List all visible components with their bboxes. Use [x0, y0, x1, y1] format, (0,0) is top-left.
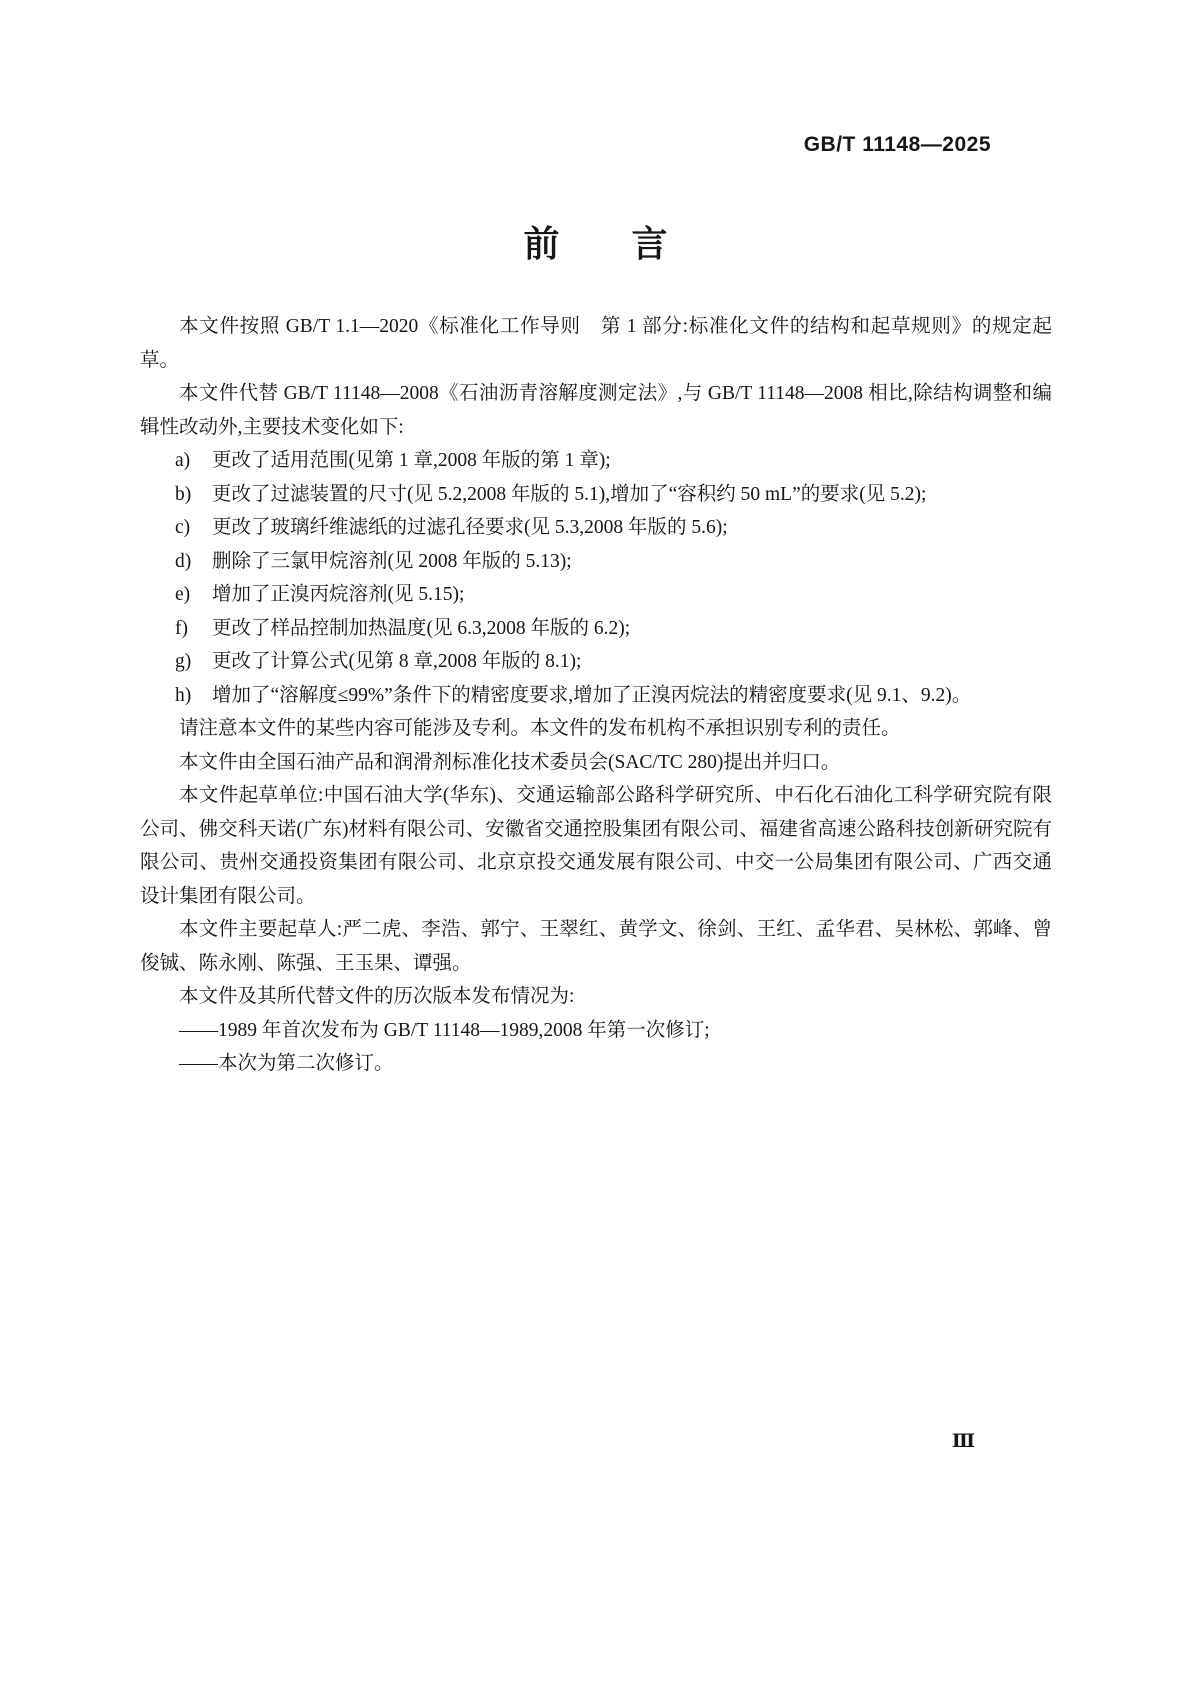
list-item [140, 578, 1052, 612]
version-history-item: ——本次为第二次修订。 [179, 1053, 394, 1074]
list-item-text: 更改了样品控制加热温度(见 6.3,2008 年版的 6.2); [212, 617, 631, 639]
doc-number: GB/T 11148—2025 [803, 133, 991, 156]
list-item-text: 更改了适用范围(见第 1 章,2008 年版的第 1 章); [212, 450, 611, 471]
paragraph-committee: 本文件由全国石油产品和润滑剂标准化技术委员会(SAC/TC 280)提出并归口。 [179, 751, 841, 773]
list-item-label: b) [175, 483, 192, 505]
list-item-text: 更改了玻璃纤维滤纸的过滤孔径要求(见 5.3,2008 年版的 5.6); [212, 517, 728, 538]
list-item-label: f) [175, 617, 188, 639]
paragraph-replacement: 本文件代替 GB/T 11148—2008《石油沥青溶解度测定法》,与 GB/T 11148—2008 相比,除结构调整和编辑性改动外,主要技术变化如下: [140, 383, 1052, 438]
list-item-text: 删除了三氯甲烷溶剂(见 2008 年版的 5.13); [212, 550, 572, 572]
list-item-label: a) [175, 450, 191, 471]
list-item-label: e) [175, 584, 191, 605]
list-item [140, 612, 1052, 646]
paragraph-drafters: 本文件主要起草人:严二虎、李浩、郭宁、王翠红、黄学文、徐剑、王红、孟华君、吴林松、郭峰、曾俊铖、陈永刚、陈强、王玉果、谭强。 [140, 919, 1052, 974]
list-item-text: 更改了计算公式(见第 8 章,2008 年版的 8.1); [212, 651, 582, 672]
paragraph-patent-notice: 请注意本文件的某些内容可能涉及专利。本文件的发布机构不承担识别专利的责任。 [179, 718, 901, 739]
list-item [140, 444, 1052, 478]
list-item-label: g) [175, 651, 192, 672]
list-item [140, 645, 1052, 679]
list-item-text: 增加了正溴丙烷溶剂(见 5.15); [212, 584, 465, 605]
version-history-item: ——1989 年首次发布为 GB/T 11148—1989,2008 年第一次修订; [179, 1019, 710, 1041]
paragraph-drafting-organizations: 本文件起草单位:中国石油大学(华东)、交通运输部公路科学研究所、中石化石油化工科学研究院有限公司、佛交科天诺(广东)材料有限公司、安徽省交通控股集团有限公司、福建省高速公路科技创新研究院有限公司、贵州交通投资集团有限公司、北京京投交通发展有限公司、中交一公局集团有限公司、广西交通设计集团有限公司。 [140, 785, 1052, 907]
list-item [140, 478, 1052, 512]
list-item-label: c) [175, 517, 191, 538]
list-item-label: h) [175, 684, 192, 706]
list-item [140, 679, 1052, 713]
page-number: Ⅲ [951, 1431, 975, 1452]
list-item [140, 545, 1052, 579]
change-list [140, 444, 1052, 712]
page-title: 前 言 [523, 224, 668, 264]
paragraph-version-history: 本文件及其所代替文件的历次版本发布情况为: [179, 986, 575, 1007]
list-item-text: 增加了“溶解度≤99%”条件下的精密度要求,增加了正溴丙烷法的精密度要求(见 9.1、9.2)。 [212, 684, 972, 706]
list-item-label: d) [175, 550, 192, 572]
document-body [140, 310, 1052, 1081]
list-item [140, 511, 1052, 545]
paragraph-basis: 本文件按照 GB/T 1.1—2020《标准化工作导则 第 1 部分:标准化文件的结构和起草规则》的规定起草。 [140, 316, 1052, 371]
list-item-text: 更改了过滤装置的尺寸(见 5.2,2008 年版的 5.1),增加了“容积约 50 mL”的要求(见 5.2); [212, 483, 927, 505]
